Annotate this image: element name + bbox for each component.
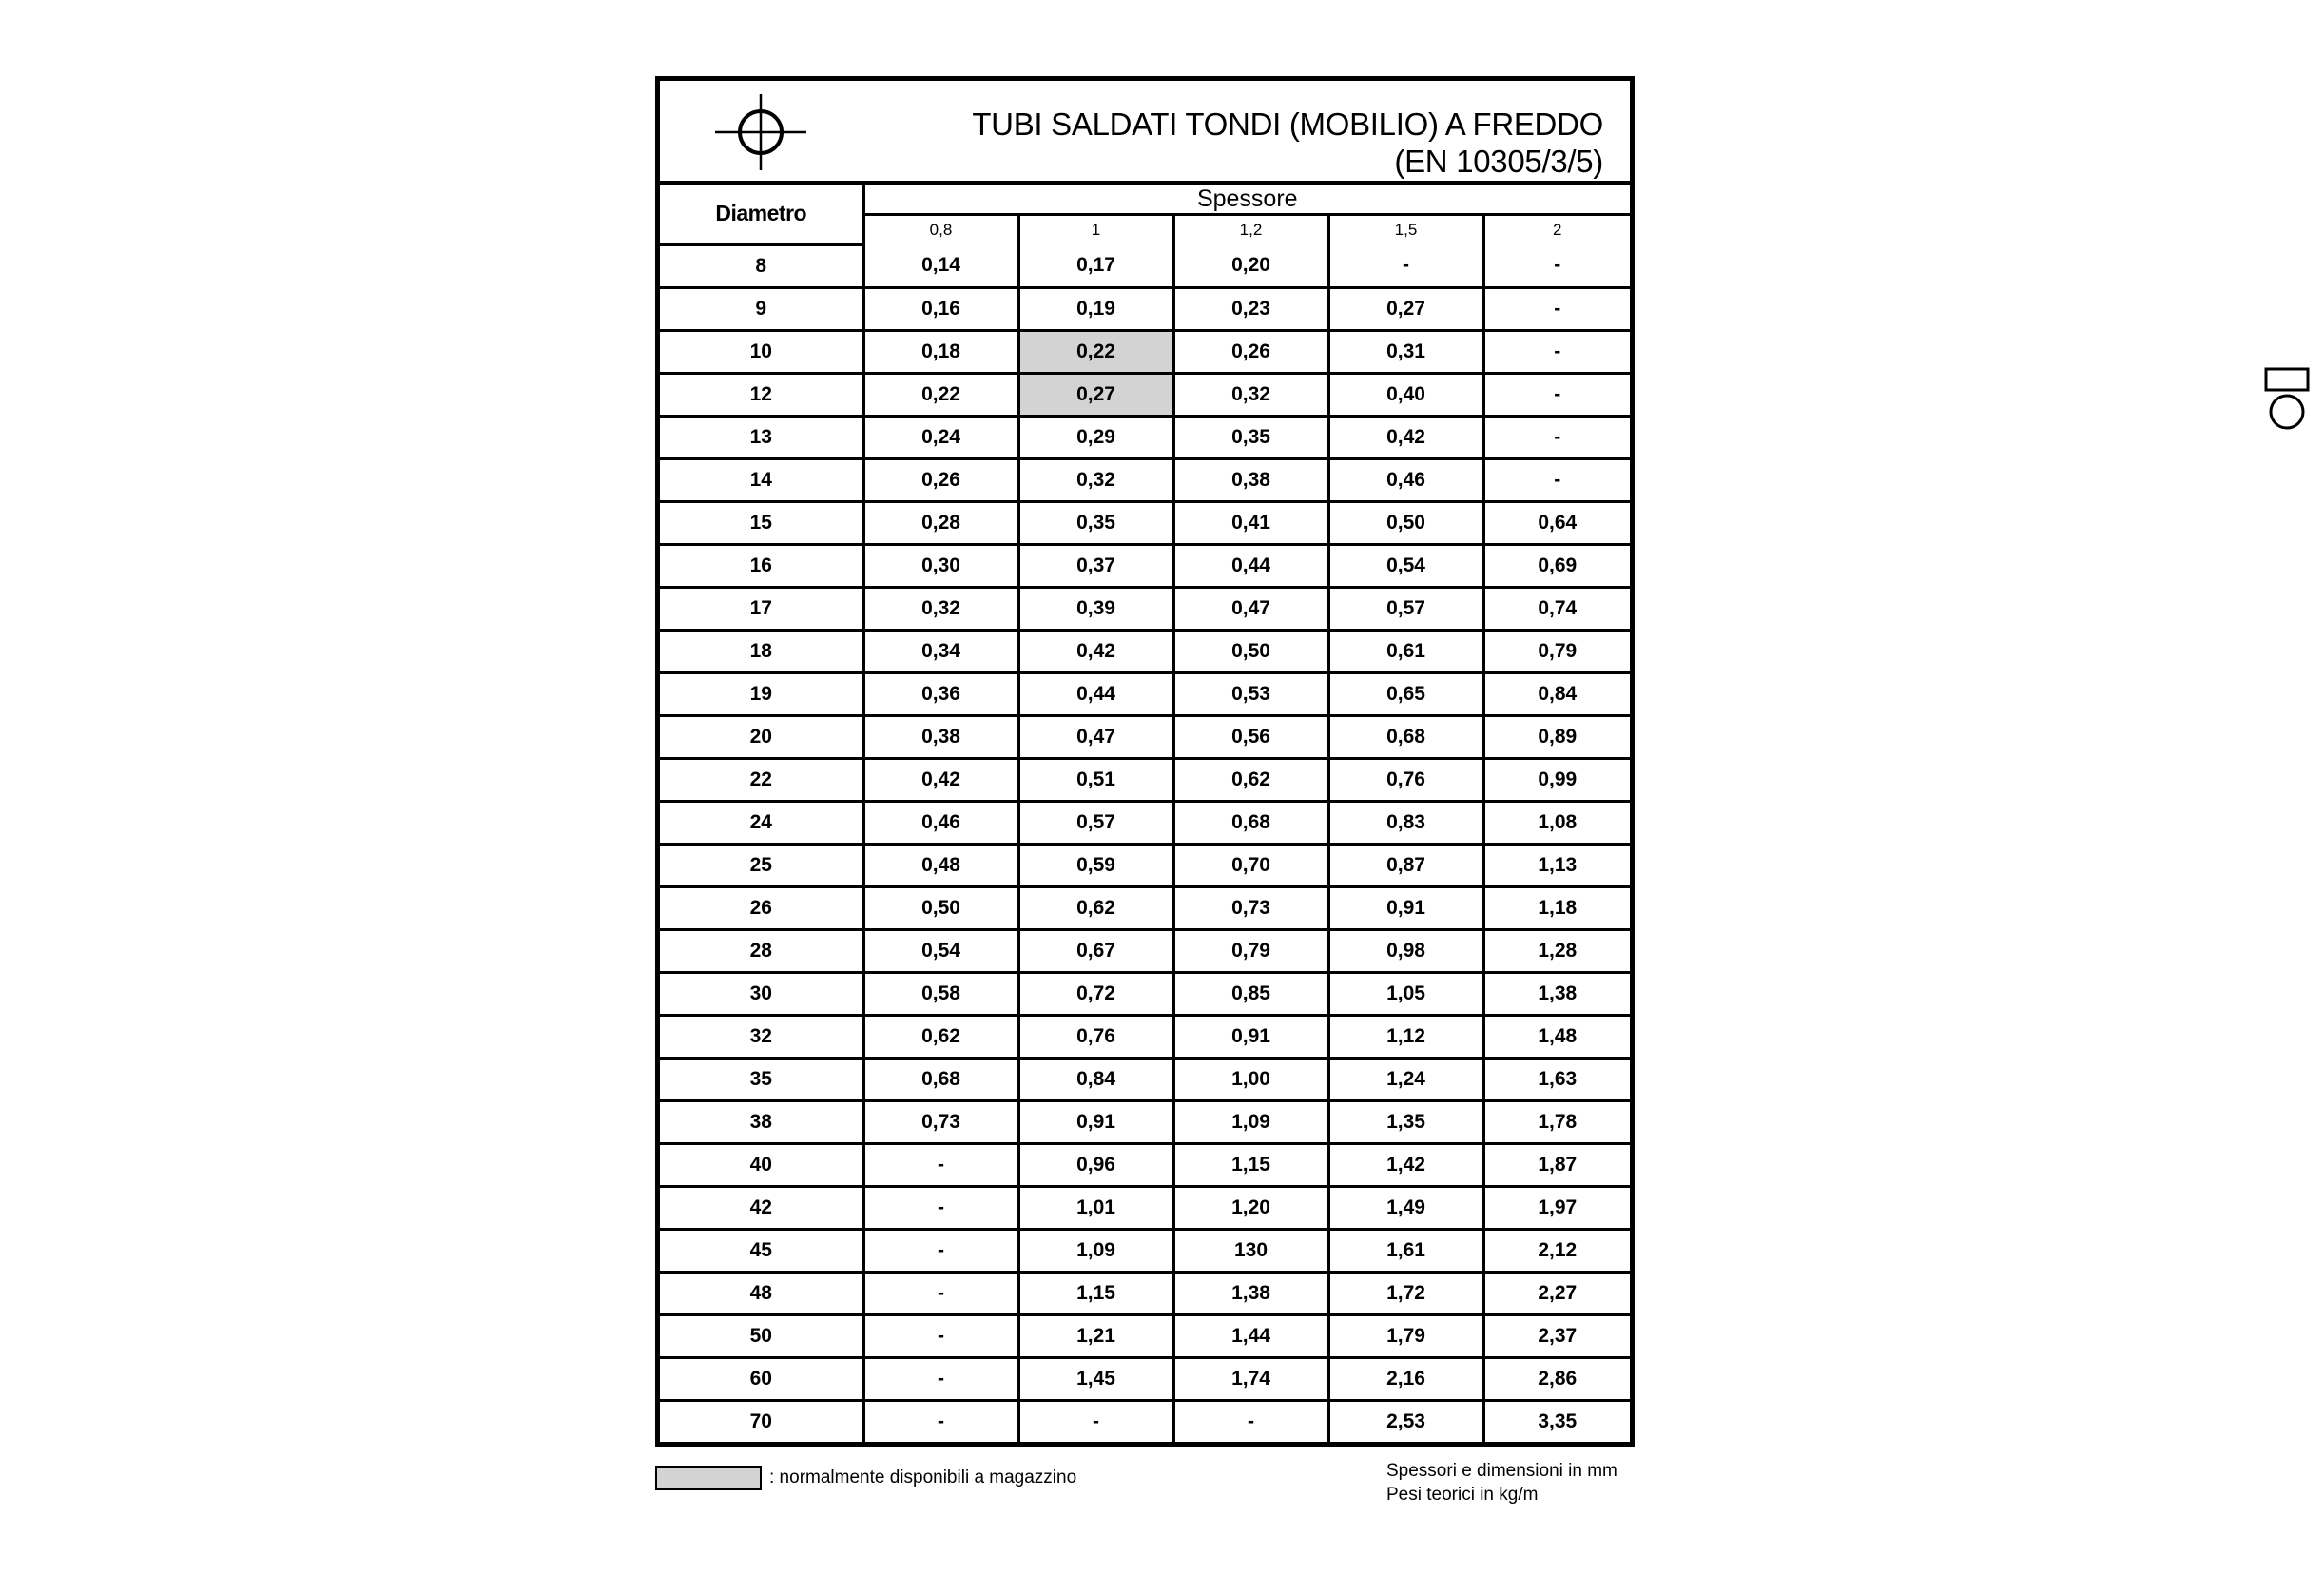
thickness-col-header: 2 (1483, 215, 1630, 245)
weight-cell: - (863, 1272, 1018, 1314)
weight-cell: 1,12 (1328, 1015, 1483, 1058)
diameter-cell: 24 (660, 801, 863, 844)
weight-cell: 1,72 (1328, 1272, 1483, 1314)
weight-cell: 0,91 (1018, 1100, 1173, 1143)
weight-cell: 0,79 (1173, 929, 1328, 972)
table-row (660, 1058, 1630, 1100)
diameter-cell: 28 (660, 929, 863, 972)
weight-cell: 0,26 (1173, 330, 1328, 373)
weight-cell: 0,65 (1328, 672, 1483, 715)
weight-cell: 0,38 (863, 715, 1018, 758)
table-row (660, 244, 1630, 287)
weight-cell: 0,89 (1483, 715, 1630, 758)
weight-cell: 0,27 (1328, 287, 1483, 330)
weight-cell: 0,14 (863, 244, 1018, 287)
weight-cell: 1,97 (1483, 1186, 1630, 1229)
title-line-2: (EN 10305/3/5) (1394, 144, 1603, 179)
table-row (660, 1314, 1630, 1357)
weight-cell: 2,12 (1483, 1229, 1630, 1272)
weight-cell: 1,79 (1328, 1314, 1483, 1357)
weight-cell: 1,20 (1173, 1186, 1328, 1229)
weight-cell: 0,83 (1328, 801, 1483, 844)
weight-cell: 0,23 (1173, 287, 1328, 330)
diameter-cell: 13 (660, 416, 863, 458)
diameter-cell: 45 (660, 1229, 863, 1272)
diameter-cell: 19 (660, 672, 863, 715)
diameter-cell: 8 (660, 244, 863, 287)
table-row (660, 1229, 1630, 1272)
table-row (660, 330, 1630, 373)
diameter-cell: 15 (660, 501, 863, 544)
weight-cell: 1,00 (1173, 1058, 1328, 1100)
weight-cell: - (863, 1314, 1018, 1357)
table-row (660, 1357, 1630, 1400)
weight-cell: 0,56 (1173, 715, 1328, 758)
diameter-cell: 26 (660, 886, 863, 929)
weight-cell: 0,22 (1018, 330, 1173, 373)
weight-cell: 0,70 (1173, 844, 1328, 886)
weight-cell: 0,72 (1018, 972, 1173, 1015)
weight-cell: 0,42 (863, 758, 1018, 801)
weight-cell: 0,28 (863, 501, 1018, 544)
diameter-cell: 50 (660, 1314, 863, 1357)
diameter-cell: 20 (660, 715, 863, 758)
weight-cell: 0,79 (1483, 630, 1630, 672)
table-row (660, 1272, 1630, 1314)
weight-cell: 1,15 (1018, 1272, 1173, 1314)
weight-cell: 0,17 (1018, 244, 1173, 287)
weight-cell: 0,74 (1483, 587, 1630, 630)
weight-cell: 1,15 (1173, 1143, 1328, 1186)
weight-cell: 0,68 (863, 1058, 1018, 1100)
weight-cell: 0,67 (1018, 929, 1173, 972)
weight-cell: 0,46 (863, 801, 1018, 844)
diameter-cell: 38 (660, 1100, 863, 1143)
diameter-cell: 70 (660, 1400, 863, 1442)
weight-cell: 0,91 (1328, 886, 1483, 929)
weight-cell: 0,85 (1173, 972, 1328, 1015)
weight-cell: 0,68 (1328, 715, 1483, 758)
weight-cell: 1,49 (1328, 1186, 1483, 1229)
diameter-cell: 14 (660, 458, 863, 501)
weight-cell: 1,28 (1483, 929, 1630, 972)
diameter-cell: 10 (660, 330, 863, 373)
diameter-header: Diametro (660, 185, 863, 244)
diameter-cell: 40 (660, 1143, 863, 1186)
table-row (660, 287, 1630, 330)
weight-cell: - (1483, 416, 1630, 458)
table-row (660, 416, 1630, 458)
weight-cell: 0,54 (1328, 544, 1483, 587)
weight-cell: - (1483, 330, 1630, 373)
weight-cell: 0,61 (1328, 630, 1483, 672)
weight-cell: - (863, 1357, 1018, 1400)
weight-cell: 1,44 (1173, 1314, 1328, 1357)
table-row (660, 587, 1630, 630)
weight-cell: 1,24 (1328, 1058, 1483, 1100)
thickness-header: Spessore (863, 185, 1630, 215)
weight-cell: 1,05 (1328, 972, 1483, 1015)
weight-cell: 0,84 (1483, 672, 1630, 715)
units-note (1386, 1459, 1617, 1507)
diameter-cell: 60 (660, 1357, 863, 1400)
weight-cell: 1,87 (1483, 1143, 1630, 1186)
sheet-header (660, 81, 1630, 185)
weight-cell: - (863, 1400, 1018, 1442)
weight-cell: 0,36 (863, 672, 1018, 715)
weight-cell: 0,44 (1018, 672, 1173, 715)
weight-cell: 0,27 (1018, 373, 1173, 416)
weight-cell: 0,99 (1483, 758, 1630, 801)
weight-table-sheet (655, 76, 1635, 1447)
table-row (660, 972, 1630, 1015)
weight-cell: 1,74 (1173, 1357, 1328, 1400)
weight-cell: - (1173, 1400, 1328, 1442)
weight-cell: 0,47 (1018, 715, 1173, 758)
weight-cell: 0,48 (863, 844, 1018, 886)
weight-cell: 0,54 (863, 929, 1018, 972)
weight-cell: 0,76 (1018, 1015, 1173, 1058)
thickness-col-header: 1,2 (1173, 215, 1328, 245)
table-row (660, 801, 1630, 844)
weight-cell: 0,73 (1173, 886, 1328, 929)
table-row (660, 1100, 1630, 1143)
weight-cell: 1,78 (1483, 1100, 1630, 1143)
weight-cell: 0,68 (1173, 801, 1328, 844)
weight-cell: 1,13 (1483, 844, 1630, 886)
weight-cell: - (1483, 373, 1630, 416)
weight-cell: 1,45 (1018, 1357, 1173, 1400)
weight-cell: 0,76 (1328, 758, 1483, 801)
table-row (660, 715, 1630, 758)
weight-cell: 0,62 (863, 1015, 1018, 1058)
diameter-cell: 9 (660, 287, 863, 330)
table-row (660, 886, 1630, 929)
circle-crosshair-icon (713, 94, 808, 170)
weight-cell: 0,20 (1173, 244, 1328, 287)
diameter-cell: 12 (660, 373, 863, 416)
weight-cell: 0,37 (1018, 544, 1173, 587)
weight-cell: 0,22 (863, 373, 1018, 416)
units-line-1: Spessori e dimensioni in mm (1386, 1461, 1617, 1481)
weight-cell: 0,42 (1328, 416, 1483, 458)
weight-cell: 0,50 (1173, 630, 1328, 672)
weight-cell: 0,31 (1328, 330, 1483, 373)
table-row (660, 1015, 1630, 1058)
weight-cell: 0,34 (863, 630, 1018, 672)
weight-cell: 0,26 (863, 458, 1018, 501)
table-row (660, 501, 1630, 544)
diameter-cell: 17 (660, 587, 863, 630)
weight-cell: 0,32 (863, 587, 1018, 630)
weight-cell: 1,38 (1483, 972, 1630, 1015)
weight-cell: 0,58 (863, 972, 1018, 1015)
weight-cell: 0,73 (863, 1100, 1018, 1143)
table-row (660, 630, 1630, 672)
weight-cell: 0,46 (1328, 458, 1483, 501)
weight-cell: 0,30 (863, 544, 1018, 587)
weight-cell: 2,37 (1483, 1314, 1630, 1357)
diameter-cell: 32 (660, 1015, 863, 1058)
table-row (660, 1186, 1630, 1229)
weight-cell: - (863, 1143, 1018, 1186)
weight-cell: - (863, 1186, 1018, 1229)
page-title (972, 106, 1603, 180)
weight-cell: 0,24 (863, 416, 1018, 458)
weight-cell: 0,53 (1173, 672, 1328, 715)
table-row (660, 1400, 1630, 1442)
weight-cell: 0,18 (863, 330, 1018, 373)
legend (655, 1466, 1076, 1490)
weight-cell: 0,19 (1018, 287, 1173, 330)
weight-cell: 1,09 (1018, 1229, 1173, 1272)
weight-cell: 0,96 (1018, 1143, 1173, 1186)
thickness-col-header: 1 (1018, 215, 1173, 245)
weight-cell: 2,53 (1328, 1400, 1483, 1442)
weight-cell: 0,29 (1018, 416, 1173, 458)
weight-cell: 0,57 (1328, 587, 1483, 630)
diameter-cell: 25 (660, 844, 863, 886)
weight-table (660, 185, 1630, 1442)
weight-cell: 0,69 (1483, 544, 1630, 587)
diameter-cell: 35 (660, 1058, 863, 1100)
weight-cell: - (1483, 458, 1630, 501)
weight-cell: 3,35 (1483, 1400, 1630, 1442)
weight-cell: 0,59 (1018, 844, 1173, 886)
weight-cell: 0,39 (1018, 587, 1173, 630)
table-row (660, 758, 1630, 801)
diameter-cell: 22 (660, 758, 863, 801)
weight-cell: 0,62 (1173, 758, 1328, 801)
weight-cell: 1,35 (1328, 1100, 1483, 1143)
title-line-1: TUBI SALDATI TONDI (MOBILIO) A FREDDO (972, 107, 1603, 142)
thickness-col-header: 1,5 (1328, 215, 1483, 245)
weight-cell: 0,87 (1328, 844, 1483, 886)
weight-cell: - (1483, 287, 1630, 330)
diameter-cell: 48 (660, 1272, 863, 1314)
weight-cell: - (1328, 244, 1483, 287)
table-row (660, 844, 1630, 886)
weight-cell: 0,44 (1173, 544, 1328, 587)
weight-cell: 0,50 (863, 886, 1018, 929)
weight-cell: 2,16 (1328, 1357, 1483, 1400)
weight-cell: 0,35 (1018, 501, 1173, 544)
weight-cell: 0,41 (1173, 501, 1328, 544)
weight-cell: 0,98 (1328, 929, 1483, 972)
weight-cell: - (863, 1229, 1018, 1272)
weight-cell: 1,38 (1173, 1272, 1328, 1314)
weight-cell: 0,35 (1173, 416, 1328, 458)
weight-cell: 0,51 (1018, 758, 1173, 801)
legend-text: : normalmente disponibili a magazzino (769, 1468, 1077, 1488)
diameter-cell: 30 (660, 972, 863, 1015)
legend-swatch (655, 1466, 762, 1490)
weight-cell: 0,57 (1018, 801, 1173, 844)
weight-cell: 1,63 (1483, 1058, 1630, 1100)
diameter-cell: 16 (660, 544, 863, 587)
weight-cell: 2,86 (1483, 1357, 1630, 1400)
thickness-col-header: 0,8 (863, 215, 1018, 245)
weight-cell: 0,62 (1018, 886, 1173, 929)
weight-cell: 1,01 (1018, 1186, 1173, 1229)
weight-cell: 1,42 (1328, 1143, 1483, 1186)
diameter-cell: 18 (660, 630, 863, 672)
weight-cell: 130 (1173, 1229, 1328, 1272)
weight-cell: 0,91 (1173, 1015, 1328, 1058)
weight-cell: 0,32 (1173, 373, 1328, 416)
units-line-2: Pesi teorici in kg/m (1386, 1485, 1539, 1505)
weight-cell: 1,18 (1483, 886, 1630, 929)
table-row (660, 544, 1630, 587)
weight-cell: - (1483, 244, 1630, 287)
weight-cell: 0,16 (863, 287, 1018, 330)
table-row (660, 458, 1630, 501)
table-row (660, 373, 1630, 416)
table-row (660, 672, 1630, 715)
weight-cell: 0,64 (1483, 501, 1630, 544)
weight-cell: 1,61 (1328, 1229, 1483, 1272)
weight-cell: 0,38 (1173, 458, 1328, 501)
weight-cell: - (1018, 1400, 1173, 1442)
weight-cell: 0,42 (1018, 630, 1173, 672)
weight-cell: 0,32 (1018, 458, 1173, 501)
weight-cell: 0,50 (1328, 501, 1483, 544)
weight-cell: 1,21 (1018, 1314, 1173, 1357)
weight-cell: 1,48 (1483, 1015, 1630, 1058)
weight-cell: 1,08 (1483, 801, 1630, 844)
table-row (660, 1143, 1630, 1186)
weight-cell: 1,09 (1173, 1100, 1328, 1143)
weight-cell: 0,84 (1018, 1058, 1173, 1100)
weight-cell: 2,27 (1483, 1272, 1630, 1314)
table-row (660, 929, 1630, 972)
diameter-cell: 42 (660, 1186, 863, 1229)
weight-cell: 0,40 (1328, 373, 1483, 416)
rectangle-over-circle-icon (2263, 366, 2311, 433)
weight-cell: 0,47 (1173, 587, 1328, 630)
